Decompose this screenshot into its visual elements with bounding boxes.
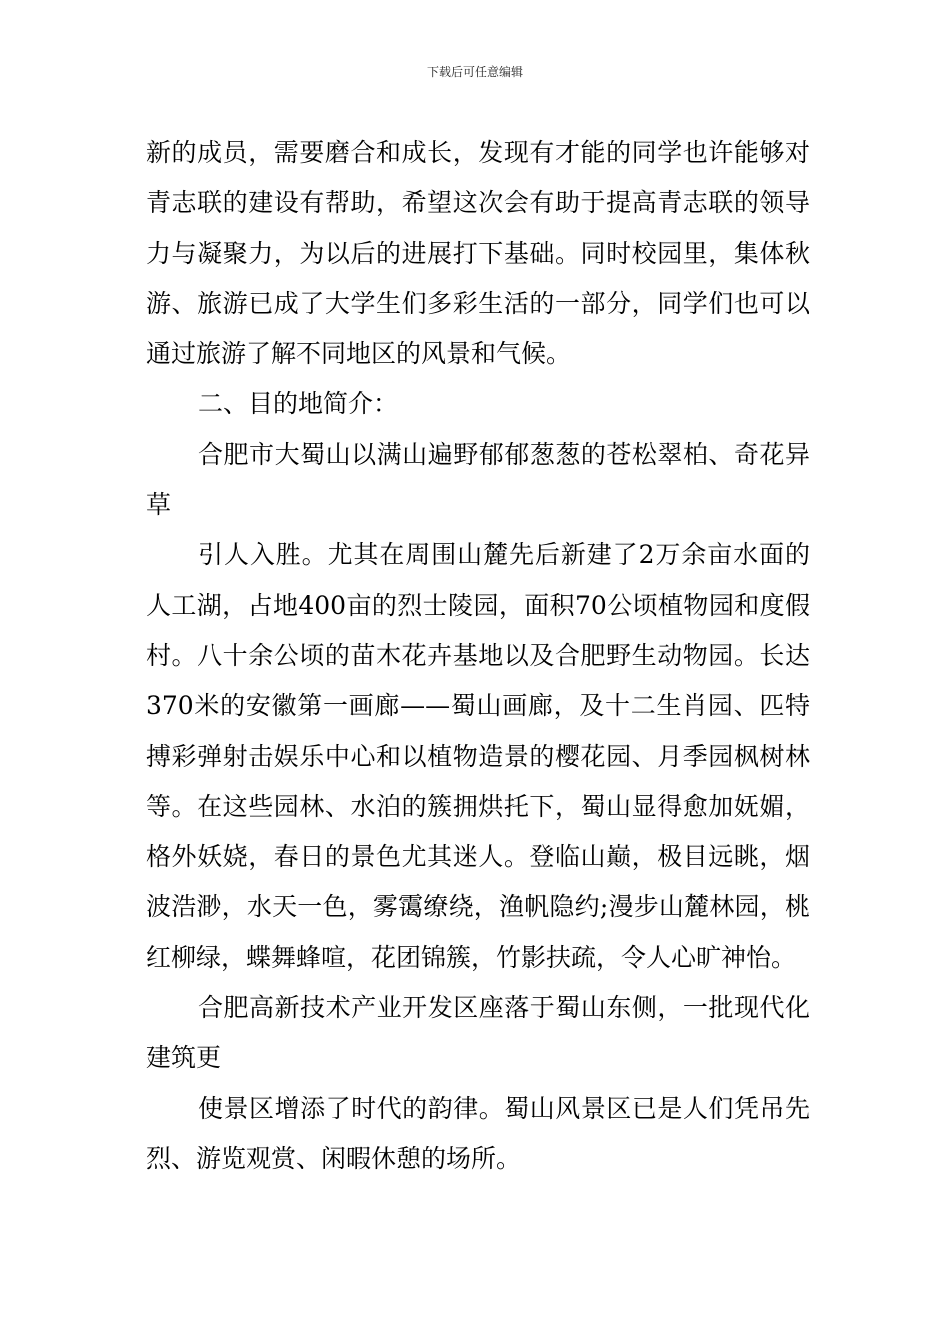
paragraph-hightech-zone: 合肥高新技术产业开发区座落于蜀山东侧，一批现代化建筑更 [146, 993, 810, 1073]
header-note: 下载后可任意编辑 [426, 65, 523, 79]
paragraph-scenic-area: 使景区增添了时代的韵律。蜀山风景区已是人们凭吊先烈、游览观赏、闲暇休憩的场所。 [146, 1093, 810, 1173]
paragraph-dashushan-opening: 合肥市大蜀山以满山遍野郁郁葱葱的苍松翠柏、奇花异草 [146, 439, 810, 520]
paragraph-intro-continued: 新的成员，需要磨合和成长，发现有才能的同学也许能够对青志联的建设有帮助，希望这次会有助于提高青志联的领导力与凝聚力，为以后的进展打下基础。同时校园里，集体秋游、旅游已成了大学生们多彩生活的一部分，同学们也可以通过旅游了解不同地区的风景和气候。 [146, 138, 810, 369]
section-heading-destination: 二、目的地简介： [198, 389, 399, 419]
body-text [146, 128, 810, 1184]
paragraph-dashushan-scenery: 引人入胜。尤其在周围山麓先后新建了2万余亩水面的人工湖，占地400亩的烈士陵园，面积70公顷植物园和度假村。八十余公顷的苗木花卉基地以及合肥野生动物园。长达370米的安徽第一画廊——蜀山画廊，及十二生肖园、匹特搏彩弹射击娱乐中心和以植物造景的樱花园、月季园枫树林等。在这些园林、水泊的簇拥烘托下，蜀山显得愈加妩媚，格外妖娆，春日的景色尤其迷人。登临山巅，极目远眺，烟波浩渺，水天一色，雾霭缭绕，渔帆隐约;漫步山麓林园，桃红柳绿，蝶舞蜂喧，花团锦簇，竹影扶疏，令人心旷神怡。 [146, 540, 810, 972]
